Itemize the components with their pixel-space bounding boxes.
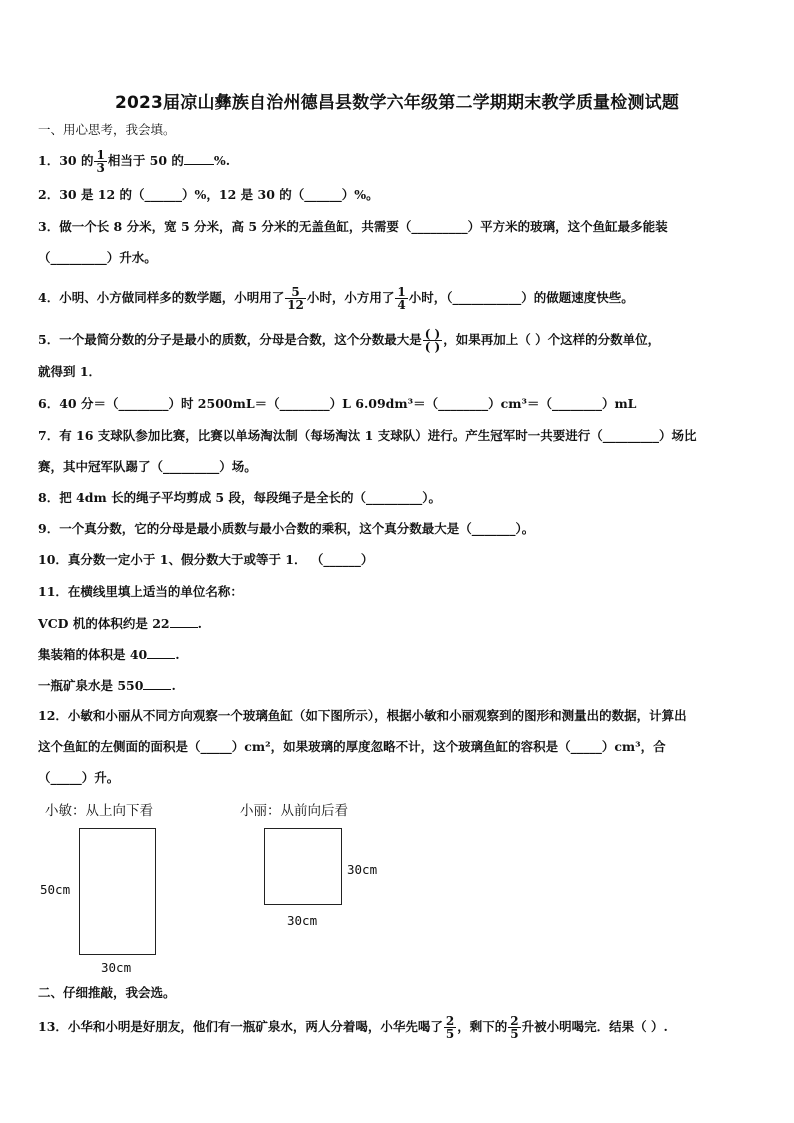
question-7-line-2: 赛，其中冠军队踢了（_________）场。 — [38, 459, 257, 474]
question-5-line-2: 就得到 1． — [38, 364, 102, 379]
question-11-item-2: 集装箱的体积是 40 . — [38, 647, 180, 662]
answer-blank[interactable] — [147, 646, 175, 659]
question-8: 8．把 4dm 长的绳子平均剪成 5 段，每段绳子是全长的（_________）。 — [38, 490, 441, 505]
question-5-line-1: 5．一个最简分数的分子是最小的质数，分母是合数，这个分数最大是 $\frac{( )}{( )}$ ，如果再加上（ ）个这样的分数单位， — [38, 327, 661, 354]
question-12-line-2: 这个鱼缸的左侧面的面积是（_____）cm²，如果玻璃的厚度忽略不计，这个玻璃鱼缸的容积是（_____）cm³，合 — [38, 739, 666, 754]
front-view-square — [264, 828, 342, 905]
question-1: 1．30 的 $\frac{1}{3}$ 相当于 50 的 %. — [38, 148, 231, 175]
answer-blank[interactable] — [143, 677, 171, 690]
fraction: $\frac{5}{12}$ — [287, 285, 304, 312]
question-11-item-1: VCD 机的体积约是 22 . — [38, 616, 202, 631]
top-view-height-label: 50cm — [40, 882, 71, 897]
question-3-line-1: 3．做一个长 8 分米，宽 5 分米，高 5 分米的无盖鱼缸，共需要（_________）平方米的玻璃，这个鱼缸最多能装 — [38, 219, 668, 234]
section-heading-2: 二、仔细推敲，我会选。 — [38, 985, 176, 1000]
question-3-line-2: （_________）升水。 — [38, 250, 157, 265]
question-7-line-1: 7．有 16 支球队参加比赛，比赛以单场淘汰制（每场淘汰 1 支球队）进行。产生冠军时一共要进行（_________）场比 — [38, 428, 697, 443]
figure-caption-front-view: 小丽：从前向后看 — [240, 803, 348, 819]
top-view-rectangle — [79, 828, 156, 955]
section-heading-1: 一、用心思考，我会填。 — [38, 122, 176, 137]
question-11-item-3: 一瓶矿泉水是 550 . — [38, 678, 176, 693]
question-10: 10．真分数一定小于 1、假分数大于或等于 1． （______） — [38, 552, 374, 567]
figure-caption-top-view: 小敏：从上向下看 — [45, 803, 153, 819]
front-view-height-label: 30cm — [347, 862, 378, 877]
answer-blank[interactable] — [184, 152, 214, 165]
question-9: 9．一个真分数，它的分母是最小质数与最小合数的乘积，这个真分数最大是（_______）。 — [38, 521, 535, 536]
front-view-width-label: 30cm — [287, 913, 318, 928]
question-6: 6．40 分＝（________）时 2500mL＝（________）L 6.09dm³＝（________）cm³＝（________）mL — [38, 396, 637, 411]
fraction: $\frac{2}{5}$ — [445, 1014, 455, 1041]
top-view-width-label: 30cm — [101, 960, 132, 975]
question-12-line-3: （_____）升。 — [38, 770, 120, 785]
fraction: $\frac{( )}{( )}$ — [424, 327, 441, 354]
question-11: 11．在横线里填上适当的单位名称： — [38, 584, 243, 599]
answer-blank[interactable] — [170, 615, 198, 628]
fraction: $\frac{2}{5}$ — [510, 1014, 519, 1041]
question-13: 13．小华和小明是好朋友，他们有一瓶矿泉水，两人分着喝，小华先喝了 $\frac{2}{5}$ ，剩下的 $\frac{2}{5}$ 升被小明喝完．结果（ ）. — [38, 1014, 668, 1041]
question-2: 2．30 是 12 的（______）%，12 是 30 的（______）%。 — [38, 187, 379, 202]
question-4: 4．小明、小方做同样多的数学题，小明用了 $\frac{5}{12}$ 小时，小方用了 $\frac{1}{4}$ 小时，（___________）的做题速度快些。 — [38, 285, 634, 312]
page-title: 2023届凉山彝族自治州德昌县数学六年级第二学期期末教学质量检测试题 — [114, 93, 680, 113]
question-12-line-1: 12．小敏和小丽从不同方向观察一个玻璃鱼缸（如下图所示），根据小敏和小丽观察到的图形和测量出的数据，计算出 — [38, 708, 687, 723]
fraction: $\frac{1}{4}$ — [397, 285, 406, 312]
fraction: $\frac{1}{3}$ — [96, 148, 105, 175]
